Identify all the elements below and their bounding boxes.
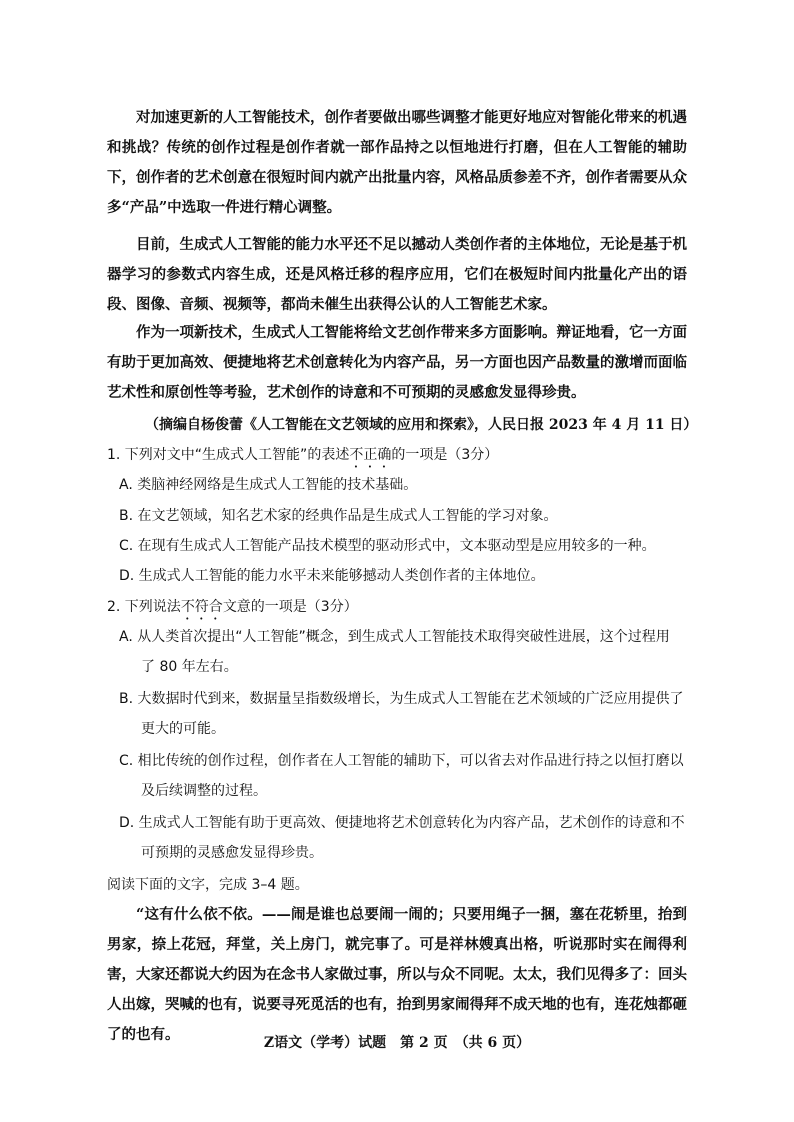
question-2-option-d-line-1: D. 生成式人工智能有助于更高效、便捷地将艺术创意转化为内容产品，艺术创作的诗意和不 bbox=[119, 815, 685, 831]
section-intro: 阅读下面的文字，完成 3–4 题。 bbox=[107, 877, 309, 893]
question-1-option-a: A. 类脑神经网络是生成式人工智能的技术基础。 bbox=[119, 477, 418, 493]
question-1-emphasis: 不正确 bbox=[349, 447, 392, 463]
page-footer: Z语文（学考）试题 第 2 页 （共 6 页） bbox=[263, 1035, 531, 1051]
question-2-option-c-line-2: 及后续调整的过程。 bbox=[141, 783, 267, 799]
question-2-stem-part-a: 2. 下列说法 bbox=[107, 599, 181, 615]
question-1-option-c: C. 在现有生成式人工智能产品技术模型的驱动形式中，文本驱动型是应用较多的一种。 bbox=[119, 538, 656, 554]
question-2-option-a-line-1: A. 从人类首次提出“人工智能”概念，到生成式人工智能技术取得突破性进展，这个过程用 bbox=[119, 629, 670, 645]
question-2-option-a-line-2: 了 80 年左右。 bbox=[141, 659, 238, 675]
question-2-emphasis: 不符合 bbox=[180, 599, 223, 615]
question-2-option-d bbox=[119, 808, 689, 868]
passage-paragraph-2: 目前，生成式人工智能的能力水平还不足以撼动人类创作者的主体地位，无论是基于机器学习的参数式内容生成，还是风格迁移的程序应用，它们在极短时间内批量化产出的语段、图像、音频、视频等，都尚未催生出获得公认的人工智能艺术家。 bbox=[107, 236, 687, 313]
passage-paragraph-1: 对加速更新的人工智能技术，创作者要做出哪些调整才能更好地应对智能化带来的机遇和挑战？传统的创作过程是创作者就一部作品持之以恒地进行打磨，但在人工智能的辅助下，创作者的艺术创意在很短时间内就产出批量内容，风格品质参差不齐，创作者需要从众多“产品”中选取一件进行精心调整。 bbox=[107, 109, 687, 216]
question-2-option-b-line-2: 更大的可能。 bbox=[141, 721, 225, 737]
question-2-option-b bbox=[119, 684, 689, 744]
passage-paragraph-3: 作为一项新技术，生成式人工智能将给文艺创作带来多方面影响。辩证地看，它一方面有助于更加高效、便捷地将艺术创意转化为内容产品，另一方面也因产品数量的激增而面临艺术性和原创性等考验，艺术创作的诗意和不可预期的灵感愈发显得珍贵。 bbox=[107, 324, 687, 401]
story-paragraph: “这有什么依不依。——闹是谁也总要闹一闹的；只要用绳子一捆，塞在花轿里，抬到男家，捺上花冠，拜堂，关上房门，就完事了。可是祥林嫂真出格，听说那时实在闹得利害，大家还都说大约因为在念书人家做过事，所以与众不同呢。太太，我们见得多了：回头人出嫁，哭喊的也有，说要寻死觅活的也有，抬到男家闹得拜不成天地的也有，连花烛都砸了的也有。 bbox=[107, 906, 687, 1043]
passage-source: （摘编自杨俊蕾《人工智能在文艺领域的应用和探索》，人民日报 2023 年 4 月 11 日） bbox=[145, 417, 698, 433]
question-1-stem bbox=[107, 440, 498, 471]
question-2-option-c bbox=[119, 746, 689, 806]
question-2-option-d-line-2: 可预期的灵感愈发显得珍贵。 bbox=[141, 845, 323, 861]
question-1-option-b: B. 在文艺领域，知名艺术家的经典作品是生成式人工智能的学习对象。 bbox=[119, 508, 558, 524]
question-2-option-c-line-1: C. 相比传统的创作过程，创作者在人工智能的辅助下，可以省去对作品进行持之以恒打磨以 bbox=[119, 753, 684, 769]
question-1-stem-part-b: 的一项是（3分） bbox=[391, 447, 499, 463]
question-2-stem bbox=[107, 592, 358, 623]
question-2-option-a bbox=[119, 622, 689, 682]
question-2-stem-part-b: 文意的一项是（3分） bbox=[222, 599, 358, 615]
question-1-stem-part-a: 1. 下列对文中“生成式人工智能”的表述 bbox=[107, 447, 350, 463]
question-1-option-d: D. 生成式人工智能的能力水平未来能够撼动人类创作者的主体地位。 bbox=[119, 568, 545, 584]
question-2-option-b-line-1: B. 大数据时代到来，数据量呈指数级增长，为生成式人工智能在艺术领域的广泛应用提供了 bbox=[119, 691, 684, 707]
